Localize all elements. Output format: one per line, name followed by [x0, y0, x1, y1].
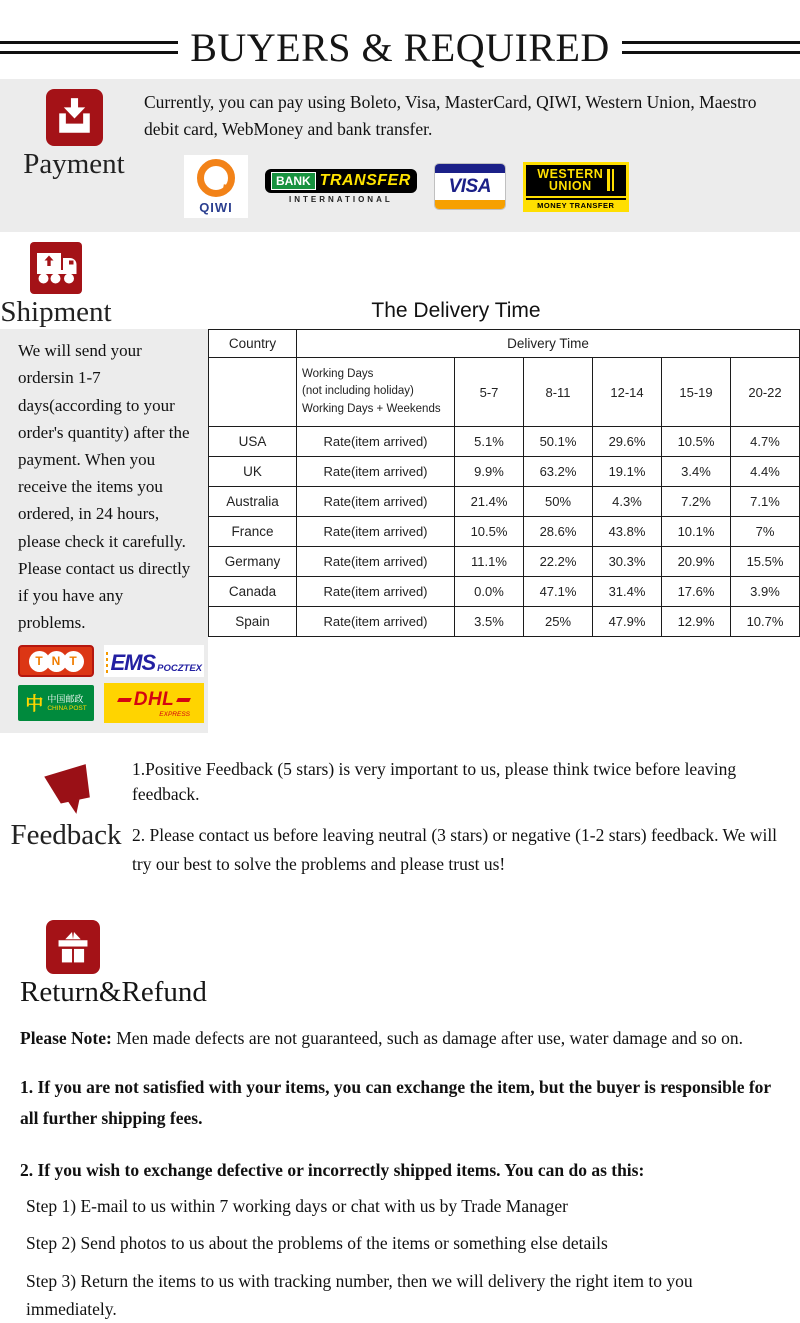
shipment-note-panel [0, 329, 208, 733]
rate-value-cell: 47.9% [593, 607, 662, 637]
page-header [0, 0, 800, 71]
visa-logo: VISA [434, 163, 506, 210]
feedback-content [132, 753, 790, 878]
table-header-row [209, 330, 800, 358]
table-row [209, 547, 800, 577]
country-header: Country [209, 330, 297, 358]
shipment-section-header [0, 242, 112, 329]
rate-value-cell: 0.0% [455, 577, 524, 607]
rate-value-cell: 25% [524, 607, 593, 637]
country-cell: Spain [209, 607, 297, 637]
rate-value-cell: 43.8% [593, 517, 662, 547]
rate-value-cell: 30.3% [593, 547, 662, 577]
rate-value-cell: 28.6% [524, 517, 593, 547]
table-row [209, 427, 800, 457]
empty-corner-cell [209, 358, 297, 427]
rate-label-cell: Rate(item arrived) [297, 457, 455, 487]
delivery-table [208, 329, 800, 637]
feedback-section-header [0, 753, 132, 878]
rate-value-cell: 12.9% [662, 607, 731, 637]
feedback-point-1: 1.Positive Feedback (5 stars) is very important to us, please think twice before leaving feedback. [132, 759, 737, 804]
rate-value-cell: 63.2% [524, 457, 593, 487]
feedback-bubble-icon [37, 759, 95, 817]
western-union-logo: WESTERN UNION MONEY TRANSFER [523, 162, 629, 213]
ems-pocztex-logo: EMS POCZTEX [104, 645, 204, 677]
payment-section-header [18, 89, 130, 218]
delivery-table-body [209, 427, 800, 637]
rate-label-cell: Rate(item arrived) [297, 487, 455, 517]
payment-label: Payment [23, 148, 125, 180]
qiwi-logo: QIWI [184, 155, 248, 218]
shipment-truck-icon [30, 242, 82, 294]
rate-value-cell: 10.5% [662, 427, 731, 457]
rate-value-cell: 3.9% [731, 577, 800, 607]
table-row [209, 607, 800, 637]
policy-point-2: 2. If you wish to exchange defective or incorrectly shipped items. You can do as this: [20, 1159, 645, 1180]
rate-value-cell: 17.6% [662, 577, 731, 607]
rate-value-cell: 4.7% [731, 427, 800, 457]
rate-value-cell: 20.9% [662, 547, 731, 577]
country-cell: France [209, 517, 297, 547]
policy-point-1: 1. If you are not satisfied with your items, you can exchange the item, but the buyer is responsible for all further shipping fees. [20, 1077, 771, 1128]
rate-value-cell: 3.5% [455, 607, 524, 637]
rate-value-cell: 4.3% [593, 487, 662, 517]
rate-value-cell: 10.1% [662, 517, 731, 547]
rate-value-cell: 7.1% [731, 487, 800, 517]
rate-value-cell: 5.1% [455, 427, 524, 457]
policy-step-3: Step 3) Return the items to us with tracking number, then we will delivery the right item to you immediately. [26, 1270, 693, 1320]
rate-value-cell: 31.4% [593, 577, 662, 607]
rate-value-cell: 19.1% [593, 457, 662, 487]
header-rule-left [0, 41, 178, 54]
rate-value-cell: 29.6% [593, 427, 662, 457]
rate-value-cell: 9.9% [455, 457, 524, 487]
delivery-table-wrap [208, 329, 800, 733]
shipment-main [0, 329, 800, 733]
rate-value-cell: 4.4% [731, 457, 800, 487]
table-row [209, 487, 800, 517]
gift-box-icon [46, 920, 100, 974]
rate-value-cell: 3.4% [662, 457, 731, 487]
rate-value-cell: 47.1% [524, 577, 593, 607]
header-rule-right [622, 41, 800, 54]
country-cell: Germany [209, 547, 297, 577]
table-row [209, 577, 800, 607]
rate-value-cell: 50.1% [524, 427, 593, 457]
payment-section [0, 79, 800, 232]
rate-value-cell: 7.2% [662, 487, 731, 517]
shipment-label: Shipment [0, 296, 112, 329]
page-title: BUYERS & REQUIRED [190, 25, 610, 70]
payment-content [130, 89, 788, 218]
working-days-cell: Working Days (not including holiday) Working Days + Weekends [297, 358, 455, 427]
day-range-header: 15-19 [662, 358, 731, 427]
rate-value-cell: 10.7% [731, 607, 800, 637]
rate-value-cell: 11.1% [455, 547, 524, 577]
return-refund-label: Return&Refund [20, 976, 207, 1008]
rate-value-cell: 10.5% [455, 517, 524, 547]
return-refund-section-header [0, 920, 800, 1009]
please-note-line: Please Note: Men made defects are not guaranteed, such as damage after use, water damage and so on. [20, 1028, 744, 1048]
dhl-logo: DHL EXPRESS [104, 683, 204, 723]
tnt-logo: T N T [18, 645, 94, 677]
payment-logos [184, 155, 788, 218]
country-cell: Canada [209, 577, 297, 607]
policy-step-2: Step 2) Send photos to us about the problems of the items or something else details [26, 1233, 608, 1254]
feedback-point-2: 2. Please contact us before leaving neutral (3 stars) or negative (1-2 stars) feedback. We will try our best to solve the problems and please trust us! [132, 825, 778, 874]
delivery-time-header: Delivery Time [297, 330, 800, 358]
rate-value-cell: 21.4% [455, 487, 524, 517]
rate-label-cell: Rate(item arrived) [297, 517, 455, 547]
delivery-time-title: The Delivery Time [371, 299, 541, 323]
table-row [209, 517, 800, 547]
rate-label-cell: Rate(item arrived) [297, 577, 455, 607]
rate-label-cell: Rate(item arrived) [297, 607, 455, 637]
table-row [209, 457, 800, 487]
rate-label-cell: Rate(item arrived) [297, 427, 455, 457]
day-range-header: 5-7 [455, 358, 524, 427]
feedback-section [0, 753, 800, 878]
country-cell: UK [209, 457, 297, 487]
day-range-header: 8-11 [524, 358, 593, 427]
payment-description: Currently, you can pay using Boleto, Visa, MasterCard, QIWI, Western Union, Maestro debit card, WebMoney and bank transfer. [144, 92, 757, 140]
policy-step-1: Step 1) E-mail to us within 7 working days or chat with us by Trade Manager [26, 1196, 568, 1216]
qiwi-icon [197, 159, 235, 197]
table-subheader-row [209, 358, 800, 427]
country-cell: USA [209, 427, 297, 457]
bank-transfer-logo: BANK TRANSFER INTERNATIONAL [265, 169, 417, 204]
rate-value-cell: 15.5% [731, 547, 800, 577]
rate-label-cell: Rate(item arrived) [297, 547, 455, 577]
china-post-logo: 中 中国邮政 CHINA POST [18, 685, 94, 721]
day-range-header: 12-14 [593, 358, 662, 427]
day-range-header: 20-22 [731, 358, 800, 427]
country-cell: Australia [209, 487, 297, 517]
carrier-logos [18, 645, 202, 723]
rate-value-cell: 7% [731, 517, 800, 547]
feedback-label: Feedback [10, 819, 122, 852]
payment-icon [46, 89, 103, 146]
shipment-note: We will send your ordersin 1-7 days(according to your order's quantity) after the payment. When you receive the items you ordered, in 24 hours, please check it carefully. Please contact us directly if you have any problems. [18, 341, 191, 633]
rate-value-cell: 22.2% [524, 547, 593, 577]
shipment-header [0, 242, 800, 329]
rate-value-cell: 50% [524, 487, 593, 517]
return-policy-notes [0, 1026, 800, 1323]
